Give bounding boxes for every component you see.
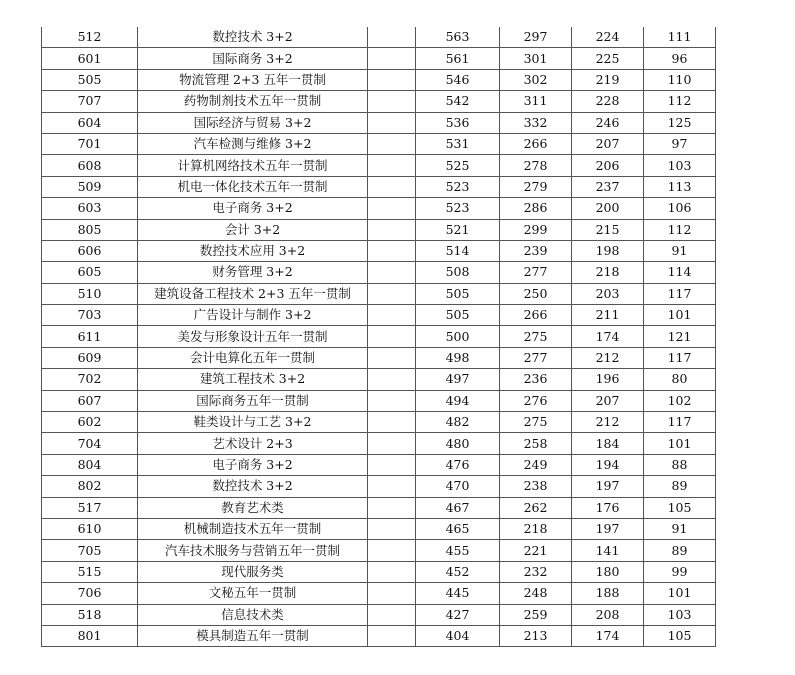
- note-cell: [368, 604, 416, 625]
- value-cell-3: 89: [644, 476, 716, 497]
- major-code-cell: 607: [42, 390, 138, 411]
- value-cell-1: 286: [500, 198, 572, 219]
- value-cell-1: 277: [500, 262, 572, 283]
- score-cell: 546: [416, 69, 500, 90]
- value-cell-2: 200: [572, 198, 644, 219]
- major-code-cell: 701: [42, 133, 138, 154]
- major-name-cell: 模具制造五年一贯制: [138, 625, 368, 646]
- value-cell-2: 194: [572, 454, 644, 475]
- table-row: [42, 561, 716, 582]
- table-row: [42, 262, 716, 283]
- value-cell-3: 111: [644, 27, 716, 48]
- major-name-cell: 电子商务 3+2: [138, 454, 368, 475]
- value-cell-2: 215: [572, 219, 644, 240]
- major-code-cell: 509: [42, 176, 138, 197]
- score-cell: 498: [416, 347, 500, 368]
- value-cell-1: 297: [500, 27, 572, 48]
- value-cell-1: 275: [500, 326, 572, 347]
- major-code-cell: 801: [42, 625, 138, 646]
- major-code-cell: 510: [42, 283, 138, 304]
- score-cell: 536: [416, 112, 500, 133]
- note-cell: [368, 112, 416, 133]
- value-cell-1: 249: [500, 454, 572, 475]
- note-cell: [368, 305, 416, 326]
- value-cell-3: 80: [644, 369, 716, 390]
- note-cell: [368, 540, 416, 561]
- value-cell-3: 103: [644, 604, 716, 625]
- note-cell: [368, 69, 416, 90]
- value-cell-3: 88: [644, 454, 716, 475]
- table-row: [42, 133, 716, 154]
- score-cell: 521: [416, 219, 500, 240]
- table-row: [42, 198, 716, 219]
- major-name-cell: 会计 3+2: [138, 219, 368, 240]
- table-row: [42, 48, 716, 69]
- value-cell-1: 276: [500, 390, 572, 411]
- value-cell-2: 197: [572, 476, 644, 497]
- major-name-cell: 国际经济与贸易 3+2: [138, 112, 368, 133]
- value-cell-2: 176: [572, 497, 644, 518]
- table-row: [42, 347, 716, 368]
- value-cell-1: 232: [500, 561, 572, 582]
- value-cell-1: 266: [500, 133, 572, 154]
- value-cell-1: 302: [500, 69, 572, 90]
- value-cell-2: 211: [572, 305, 644, 326]
- note-cell: [368, 91, 416, 112]
- value-cell-3: 102: [644, 390, 716, 411]
- major-name-cell: 国际商务五年一贯制: [138, 390, 368, 411]
- major-code-cell: 705: [42, 540, 138, 561]
- note-cell: [368, 283, 416, 304]
- table-row: [42, 326, 716, 347]
- table-row: [42, 219, 716, 240]
- table-row: [42, 433, 716, 454]
- score-cell: 445: [416, 583, 500, 604]
- score-cell: 505: [416, 283, 500, 304]
- value-cell-2: 184: [572, 433, 644, 454]
- value-cell-1: 213: [500, 625, 572, 646]
- value-cell-1: 239: [500, 240, 572, 261]
- major-code-cell: 605: [42, 262, 138, 283]
- major-code-cell: 604: [42, 112, 138, 133]
- value-cell-2: 198: [572, 240, 644, 261]
- value-cell-3: 105: [644, 497, 716, 518]
- value-cell-3: 112: [644, 91, 716, 112]
- value-cell-1: 332: [500, 112, 572, 133]
- score-cell: 467: [416, 497, 500, 518]
- value-cell-1: 275: [500, 412, 572, 433]
- score-cell: 505: [416, 305, 500, 326]
- value-cell-3: 99: [644, 561, 716, 582]
- note-cell: [368, 433, 416, 454]
- major-code-cell: 610: [42, 518, 138, 539]
- major-name-cell: 药物制剂技术五年一贯制: [138, 91, 368, 112]
- note-cell: [368, 347, 416, 368]
- major-code-cell: 601: [42, 48, 138, 69]
- value-cell-1: 262: [500, 497, 572, 518]
- table-row: [42, 112, 716, 133]
- score-cell: 500: [416, 326, 500, 347]
- table-row: [42, 583, 716, 604]
- major-name-cell: 建筑工程技术 3+2: [138, 369, 368, 390]
- note-cell: [368, 518, 416, 539]
- table-row: [42, 305, 716, 326]
- value-cell-2: 207: [572, 390, 644, 411]
- value-cell-2: 212: [572, 412, 644, 433]
- value-cell-3: 101: [644, 583, 716, 604]
- table-row: [42, 412, 716, 433]
- major-code-cell: 707: [42, 91, 138, 112]
- major-name-cell: 艺术设计 2+3: [138, 433, 368, 454]
- value-cell-2: 228: [572, 91, 644, 112]
- value-cell-2: 218: [572, 262, 644, 283]
- major-name-cell: 美发与形象设计五年一贯制: [138, 326, 368, 347]
- table-row: [42, 454, 716, 475]
- major-code-cell: 512: [42, 27, 138, 48]
- value-cell-2: 208: [572, 604, 644, 625]
- value-cell-2: 203: [572, 283, 644, 304]
- value-cell-3: 117: [644, 412, 716, 433]
- major-name-cell: 信息技术类: [138, 604, 368, 625]
- score-cell: 404: [416, 625, 500, 646]
- score-cell: 542: [416, 91, 500, 112]
- value-cell-1: 250: [500, 283, 572, 304]
- score-cell: 514: [416, 240, 500, 261]
- major-name-cell: 现代服务类: [138, 561, 368, 582]
- value-cell-2: 212: [572, 347, 644, 368]
- score-cell: 465: [416, 518, 500, 539]
- value-cell-1: 218: [500, 518, 572, 539]
- value-cell-1: 266: [500, 305, 572, 326]
- value-cell-1: 301: [500, 48, 572, 69]
- value-cell-1: 258: [500, 433, 572, 454]
- note-cell: [368, 48, 416, 69]
- note-cell: [368, 412, 416, 433]
- note-cell: [368, 155, 416, 176]
- value-cell-2: 174: [572, 326, 644, 347]
- value-cell-3: 105: [644, 625, 716, 646]
- table-row: [42, 518, 716, 539]
- score-cell: 525: [416, 155, 500, 176]
- value-cell-3: 110: [644, 69, 716, 90]
- value-cell-2: 206: [572, 155, 644, 176]
- value-cell-3: 103: [644, 155, 716, 176]
- score-cell: 480: [416, 433, 500, 454]
- value-cell-2: 188: [572, 583, 644, 604]
- major-name-cell: 物流管理 2+3 五年一贯制: [138, 69, 368, 90]
- value-cell-2: 224: [572, 27, 644, 48]
- score-cell: 455: [416, 540, 500, 561]
- value-cell-1: 221: [500, 540, 572, 561]
- note-cell: [368, 133, 416, 154]
- value-cell-2: 246: [572, 112, 644, 133]
- score-cell: 494: [416, 390, 500, 411]
- major-name-cell: 会计电算化五年一贯制: [138, 347, 368, 368]
- major-code-cell: 805: [42, 219, 138, 240]
- major-name-cell: 数控技术应用 3+2: [138, 240, 368, 261]
- major-code-cell: 602: [42, 412, 138, 433]
- table-row: [42, 27, 716, 48]
- note-cell: [368, 262, 416, 283]
- major-code-cell: 702: [42, 369, 138, 390]
- value-cell-2: 141: [572, 540, 644, 561]
- score-table: [41, 27, 716, 647]
- score-cell: 470: [416, 476, 500, 497]
- major-code-cell: 603: [42, 198, 138, 219]
- value-cell-1: 299: [500, 219, 572, 240]
- major-name-cell: 机电一体化技术五年一贯制: [138, 176, 368, 197]
- major-code-cell: 606: [42, 240, 138, 261]
- note-cell: [368, 326, 416, 347]
- score-cell: 561: [416, 48, 500, 69]
- value-cell-2: 196: [572, 369, 644, 390]
- table-row: [42, 390, 716, 411]
- major-code-cell: 802: [42, 476, 138, 497]
- major-name-cell: 数控技术 3+2: [138, 476, 368, 497]
- value-cell-3: 112: [644, 219, 716, 240]
- major-name-cell: 电子商务 3+2: [138, 198, 368, 219]
- note-cell: [368, 583, 416, 604]
- table-row: [42, 476, 716, 497]
- score-cell: 523: [416, 176, 500, 197]
- major-code-cell: 505: [42, 69, 138, 90]
- major-code-cell: 703: [42, 305, 138, 326]
- note-cell: [368, 497, 416, 518]
- major-name-cell: 数控技术 3+2: [138, 27, 368, 48]
- table-row: [42, 540, 716, 561]
- major-code-cell: 608: [42, 155, 138, 176]
- value-cell-3: 96: [644, 48, 716, 69]
- value-cell-3: 121: [644, 326, 716, 347]
- table-row: [42, 176, 716, 197]
- score-cell: 427: [416, 604, 500, 625]
- note-cell: [368, 454, 416, 475]
- table-row: [42, 369, 716, 390]
- value-cell-1: 236: [500, 369, 572, 390]
- score-cell: 482: [416, 412, 500, 433]
- score-cell: 497: [416, 369, 500, 390]
- value-cell-3: 91: [644, 518, 716, 539]
- value-cell-2: 174: [572, 625, 644, 646]
- major-code-cell: 609: [42, 347, 138, 368]
- table-row: [42, 69, 716, 90]
- value-cell-2: 180: [572, 561, 644, 582]
- value-cell-3: 114: [644, 262, 716, 283]
- note-cell: [368, 476, 416, 497]
- value-cell-2: 237: [572, 176, 644, 197]
- value-cell-2: 225: [572, 48, 644, 69]
- score-cell: 563: [416, 27, 500, 48]
- value-cell-3: 117: [644, 347, 716, 368]
- major-name-cell: 鞋类设计与工艺 3+2: [138, 412, 368, 433]
- table-row: [42, 625, 716, 646]
- major-name-cell: 计算机网络技术五年一贯制: [138, 155, 368, 176]
- table-row: [42, 497, 716, 518]
- major-code-cell: 518: [42, 604, 138, 625]
- value-cell-3: 101: [644, 433, 716, 454]
- note-cell: [368, 561, 416, 582]
- major-code-cell: 517: [42, 497, 138, 518]
- major-code-cell: 611: [42, 326, 138, 347]
- value-cell-2: 207: [572, 133, 644, 154]
- score-cell: 476: [416, 454, 500, 475]
- major-name-cell: 教育艺术类: [138, 497, 368, 518]
- value-cell-3: 101: [644, 305, 716, 326]
- note-cell: [368, 27, 416, 48]
- major-code-cell: 704: [42, 433, 138, 454]
- value-cell-1: 248: [500, 583, 572, 604]
- note-cell: [368, 219, 416, 240]
- score-cell: 531: [416, 133, 500, 154]
- value-cell-3: 117: [644, 283, 716, 304]
- value-cell-2: 219: [572, 69, 644, 90]
- value-cell-1: 259: [500, 604, 572, 625]
- table-row: [42, 155, 716, 176]
- note-cell: [368, 176, 416, 197]
- major-code-cell: 515: [42, 561, 138, 582]
- score-cell: 508: [416, 262, 500, 283]
- table-row: [42, 283, 716, 304]
- value-cell-3: 113: [644, 176, 716, 197]
- value-cell-1: 311: [500, 91, 572, 112]
- major-name-cell: 文秘五年一贯制: [138, 583, 368, 604]
- value-cell-3: 97: [644, 133, 716, 154]
- major-code-cell: 706: [42, 583, 138, 604]
- major-name-cell: 汽车检测与维修 3+2: [138, 133, 368, 154]
- value-cell-3: 91: [644, 240, 716, 261]
- major-name-cell: 建筑设备工程技术 2+3 五年一贯制: [138, 283, 368, 304]
- note-cell: [368, 390, 416, 411]
- major-name-cell: 财务管理 3+2: [138, 262, 368, 283]
- table-row: [42, 604, 716, 625]
- major-name-cell: 汽车技术服务与营销五年一贯制: [138, 540, 368, 561]
- value-cell-3: 89: [644, 540, 716, 561]
- value-cell-2: 197: [572, 518, 644, 539]
- spreadsheet: [41, 27, 716, 647]
- major-name-cell: 广告设计与制作 3+2: [138, 305, 368, 326]
- table-row: [42, 240, 716, 261]
- value-cell-1: 277: [500, 347, 572, 368]
- value-cell-1: 278: [500, 155, 572, 176]
- major-code-cell: 804: [42, 454, 138, 475]
- major-name-cell: 机械制造技术五年一贯制: [138, 518, 368, 539]
- table-body: [42, 27, 716, 647]
- score-cell: 452: [416, 561, 500, 582]
- note-cell: [368, 625, 416, 646]
- note-cell: [368, 198, 416, 219]
- table-row: [42, 91, 716, 112]
- value-cell-3: 106: [644, 198, 716, 219]
- note-cell: [368, 369, 416, 390]
- value-cell-3: 125: [644, 112, 716, 133]
- score-cell: 523: [416, 198, 500, 219]
- major-name-cell: 国际商务 3+2: [138, 48, 368, 69]
- note-cell: [368, 240, 416, 261]
- value-cell-1: 238: [500, 476, 572, 497]
- value-cell-1: 279: [500, 176, 572, 197]
